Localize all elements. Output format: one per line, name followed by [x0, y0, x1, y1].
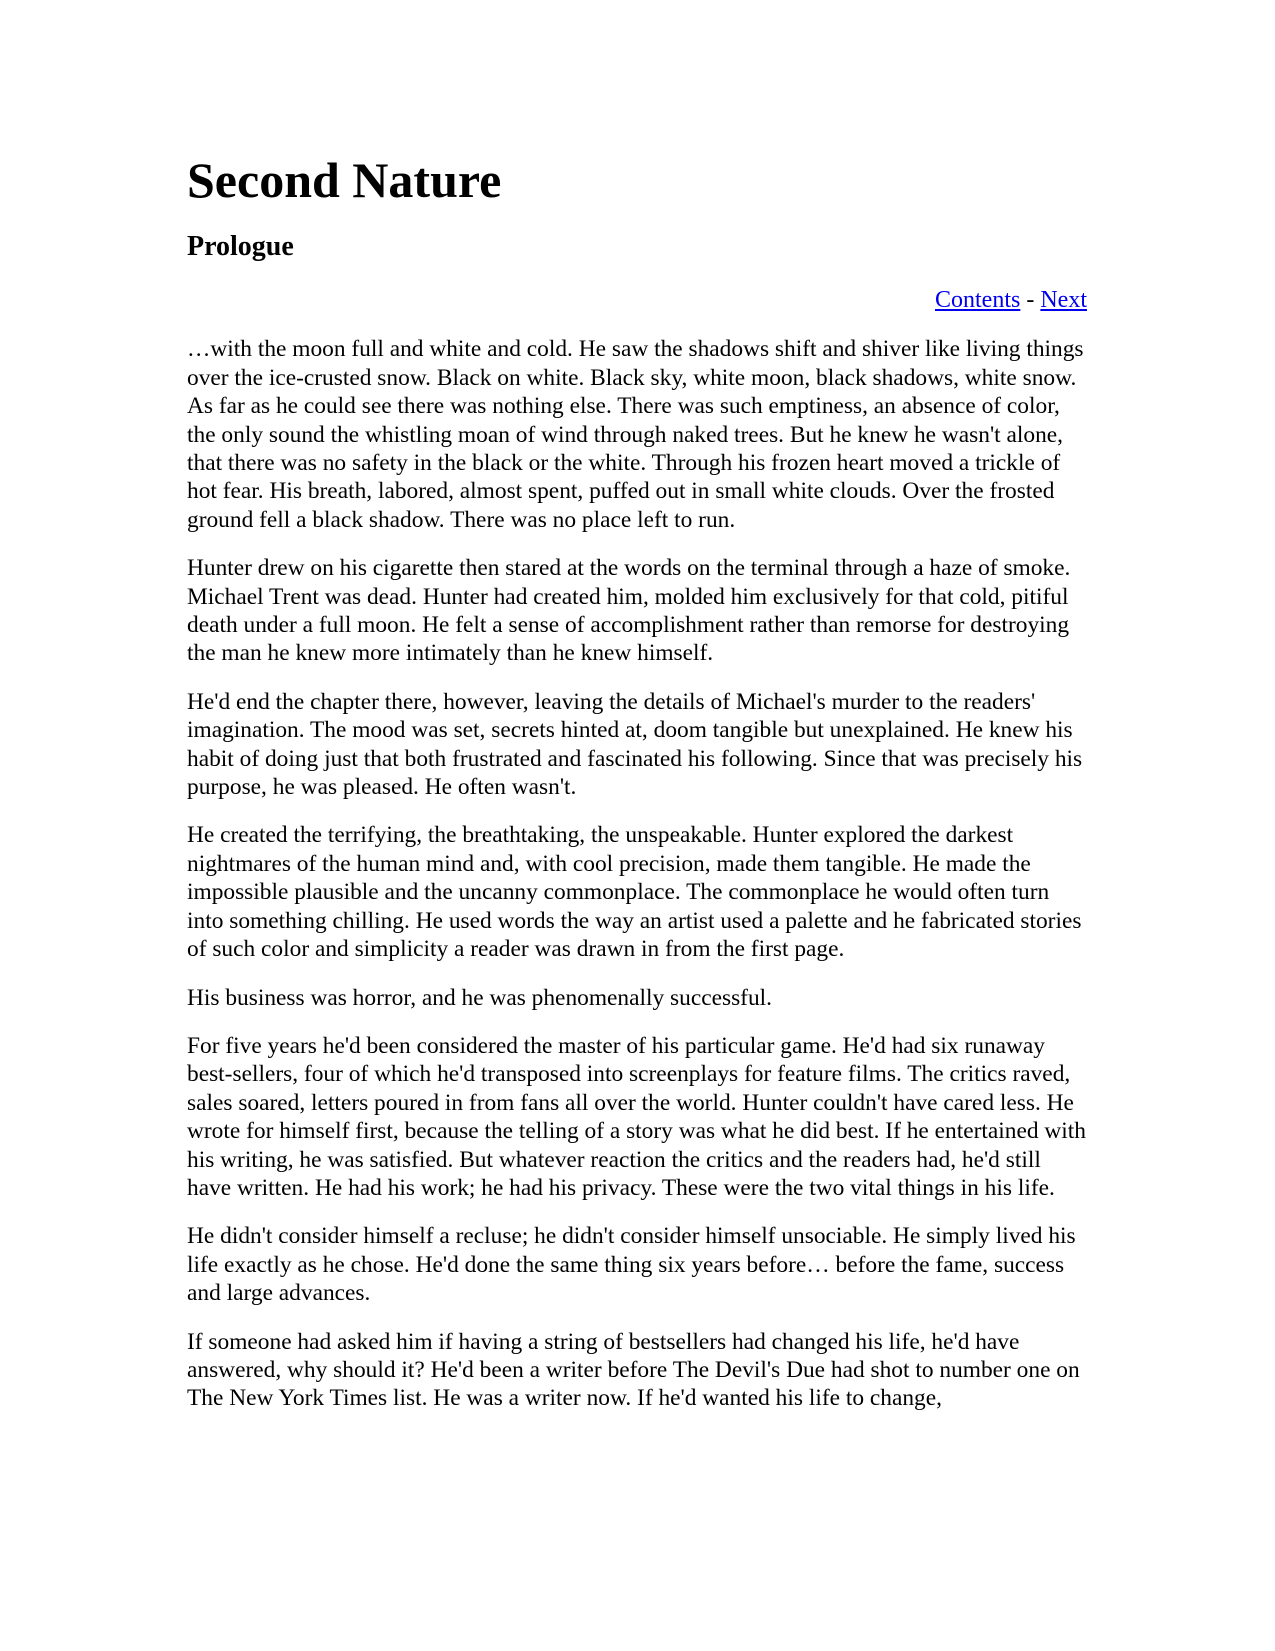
paragraph: He didn't consider himself a recluse; he didn't consider himself unsociable. He simply lived his life exactly as he chose. He'd done the same thing six years before… before the fame, success and large advances. [187, 1223, 1076, 1307]
paragraph: …with the moon full and white and cold. He saw the shadows shift and shiver like living things over the ice-crusted snow. Black on white. Black sky, white moon, black shadows, white snow. As far as he could see there was nothing else. There was such emptiness, an absence of color, the only sound the whistling moan of wind through naked trees. But he knew he wasn't alone, that there was no safety in the black or the white. Through his frozen heart moved a trickle of hot fear. His breath, labored, almost spent, puffed out in small white clouds. Over the frosted ground fell a black shadow. There was no place left to run. [187, 336, 1084, 533]
paragraph: If someone had asked him if having a string of bestsellers had changed his life, he'd have answered, why should it? He'd been a writer before The Devil's Due had shot to number one on The New York Times list. He was a writer now. If he'd wanted his life to change, [187, 1328, 1080, 1412]
paragraph: His business was horror, and he was phenomenally successful. [187, 984, 773, 1011]
paragraph: He created the terrifying, the breathtaking, the unspeakable. Hunter explored the darkest nightmares of the human mind and, with cool precision, made them tangible. He made the impossible plausible and the uncanny commonplace. The commonplace he would often turn into something chilling. He used words the way an artist used a palette and he fabricated stories of such color and simplicity a reader was drawn in from the first page. [187, 822, 1082, 963]
chapter-heading: Prologue [187, 231, 294, 262]
paragraph: For five years he'd been considered the master of his particular game. He'd had six runaway best-sellers, four of which he'd transposed into screenplays for feature films. The critics raved, sales soared, letters poured in from fans all over the world. Hunter couldn't have cared less. He wrote for himself first, because the telling of a story was what he did best. If he entertained with his writing, he was satisfied. But whatever reaction the critics and the readers had, he'd still have written. He had his work; he had his privacy. These were the two vital things in his life. [187, 1032, 1086, 1201]
nav-separator: - [1026, 286, 1035, 313]
document-title: Second Nature [187, 152, 502, 208]
contents-link[interactable]: Contents [935, 286, 1021, 313]
next-link[interactable]: Next [1040, 286, 1087, 313]
chapter-navigation [187, 286, 1087, 315]
document-page [187, 150, 1087, 1433]
paragraph: He'd end the chapter there, however, leaving the details of Michael's murder to the readers' imagination. The mood was set, secrets hinted at, doom tangible but unexplained. He knew his habit of doing just that both frustrated and fascinated his following. Since that was precisely his purpose, he was pleased. He often wasn't. [187, 688, 1083, 801]
paragraph: Hunter drew on his cigarette then stared at the words on the terminal through a haze of smoke. Michael Trent was dead. Hunter had created him, molded him exclusively for that cold, pitiful death under a full moon. He felt a sense of accomplishment rather than remorse for destroying the man he knew more intimately than he knew himself. [187, 555, 1071, 667]
chapter-body [187, 335, 1087, 1412]
